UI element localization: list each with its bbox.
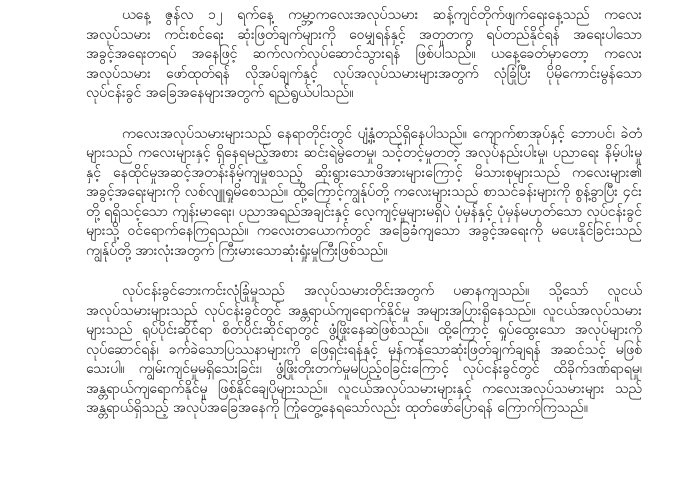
document-body	[86, 6, 642, 419]
paragraph-3: လုပ်ငန်းခွင်ဘေးကင်းလုံခြုံမှုသည် အလုပ်သမားတိုင်းအတွက် ပဓာနကျသည်။ သို့သော် လူငယ်အလုပ်သမားများသည် လုပ်ငန်းခွင်တွင် အန္တရာယ်ကျရောက်နိုင်မှု အများအပြားရှိနေသည်။ လူငယ်အလုပ်သမားများသည် ရုပ်ပိုင်းဆိုင်ရာ စိတ်ပိုင်းဆိုင်ရာတွင် ဖွံ့ဖြိုးနေဆဲဖြစ်သည်။ ထို့ကြောင့် ရှုပ်ထွေးသော အလုပ်များကို လုပ်ဆောင်ရန်၊ ခက်ခဲသောပြဿနာများကို ဖြေရှင်းရန်နှင့် မှန်ကန်သောဆုံးဖြတ်ချက်ချရန် အဆင်သင့် မဖြစ်သေးပါ။ ကျွမ်းကျင်မှုမရှိသေးခြင်း၊ ဖွံ့ဖြိုးတိုးတက်မှုမပြည့်ဝခြင်းကြောင့် လုပ်ငန်းခွင်တွင် ထိခိုက်ဒဏ်ရာရမှု၊ အန္တရာယ်ကျရောက်နိုင်မှု ဖြစ်နိုင်ချေပိုများသည်။ လူငယ်အလုပ်သမားများနှင့် ကလေးအလုပ်သမားများ သည် အန္တရာယ်ရှိသည့် အလုပ်အခြေအနေကို ကြုံတွေ့နေရသော်လည်း ထုတ်ဖော်ပြောရန် ကြောက်ကြသည်။	[86, 283, 642, 416]
paragraph-2: ကလေးအလုပ်သမားများသည် နေရာတိုင်းတွင် ပျံ့နှံ့တည်ရှိနေပါသည်။ ကျောက်စာအုပ်နှင့် ဘောပင်၊ ခဲတံများသည် ကလေးများနှင့် ရှိနေရမည့်အစား ဆင်းရဲမွဲတေမှု၊ သင့်တင့်မှုတတဲ့ အလုပ်နည်းပါးမှု၊ ပညာရေး နိမ့်ပါးမှုနှင့် နေထိုင်မှုအဆင့်အတန်းနိမ့်ကျမှုစသည့် ဆိုးရွားသောဖိအားများကြောင့် မိသားစုများသည် ကလေးများ၏ အခွင့်အရေးများကို လစ်လျူရှုမိစေသည်။ ထို့ကြောင့်ကျွန်ုပ်တို့ ကလေးများသည် စာသင်ခန်းများကို စွန့်ခွာပြီး ၄င်းတို့ ရရှိသင့်သော ကျန်းမာရေး၊ ပညာအရည်အချင်းနှင့် လေ့ကျင့်မှုများမရှိပဲ ပုံမှန်နှင့် ပုံမှန်မဟုတ်သော လုပ်ငန်းခွင်များသို့ ဝင်ရောက်နေကြရသည်။ ကလေးတယောက်တွင် အခြေခံကျသော အခွင့်အရေးကို မပေးနိုင်ခြင်းသည် ကျွန်ုပ်တို့ အားလုံးအတွက် ကြီးမားသောဆုံးရှုံးမှုကြီးဖြစ်သည်။	[86, 125, 642, 259]
paragraph-1: ယနေ့ ဇွန်လ ၁၂ ရက်နေ့ ကမ္ဘာ့ကလေးအလုပ်သမား ဆန့်ကျင်တိုက်ဖျက်ရေးနေ့သည် ကလေးအလုပ်သမား ကင်းစင်ရေး ဆုံးဖြတ်ချက်များကို ဝေမျှရန်နှင့် အတူတကွ ရပ်တည်နိုင်ရန် အရေးပါသော အခွင့်အရေးတရပ် အနေဖြင့် ဆက်လက်လုပ်ဆောင်သွားရန် ဖြစ်ပါသည်။ ယနေ့ခေတ်မှာတော့ ကလေးအလုပ်သမား ဖော်ထုတ်ရန် လိုအပ်ချက်နှင့် လုပ်အလုပ်သမားများအတွက် လုံခြုံပြီး ပိုမိုကောင်းမွန်သော လုပ်ငန်းခွင် အခြေအနေများအတွက် ရည်ရွယ်ပါသည်။	[86, 7, 642, 101]
